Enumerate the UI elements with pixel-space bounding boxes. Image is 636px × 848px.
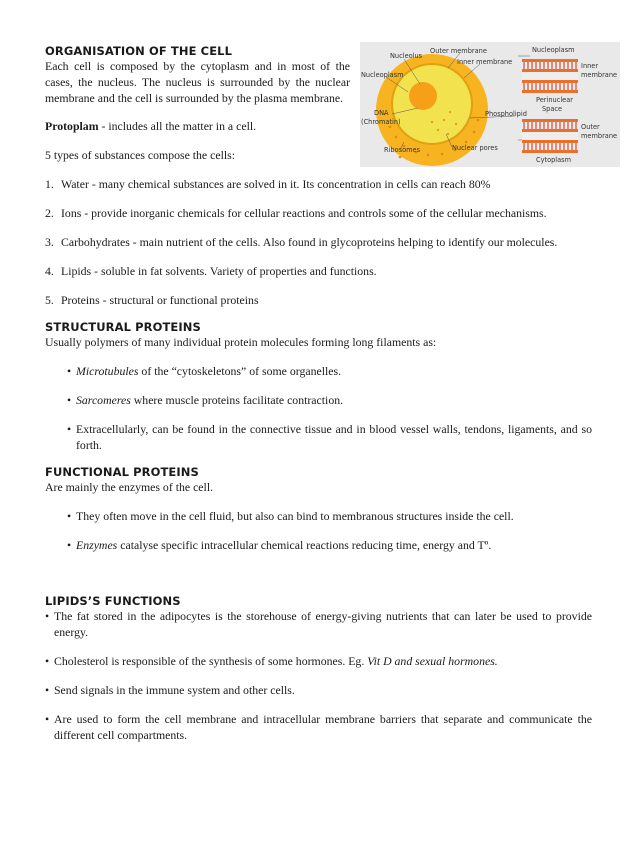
label-dna: DNA — [374, 109, 389, 117]
label-outer-right-1: Outer — [581, 123, 600, 131]
list-item: • Cholesterol is responsible of the synthesis of some hormones. Eg. Vit D and sexual hormones. — [45, 654, 498, 668]
label-nucleoplasm-left: Nucleoplasm — [361, 71, 404, 79]
section-title-lipids: LIPIDS’S FUNCTIONS — [45, 594, 181, 608]
label-outer-right-2: membrane — [581, 132, 618, 140]
label-perinuclear-2: Space — [542, 105, 563, 113]
functional-bullets — [45, 508, 592, 553]
label-outer-membrane: Outer membrane — [430, 47, 487, 55]
list-item: • Are used to form the cell membrane and intracellular membrane barriers that separate and communicate the different cell compartments. — [45, 712, 592, 742]
list-item: • Extracellularly, can be found in the connective tissue and in blood vessel walls, tendons, ligaments, and so forth. — [67, 422, 592, 452]
label-ribosomes: Ribosomes — [384, 146, 421, 154]
label-inner-membrane: Inner membrane — [457, 58, 513, 66]
cell-nucleus-diagram — [360, 42, 620, 167]
section-title-organisation: ORGANISATION OF THE CELL — [45, 44, 233, 58]
label-inner-right-2: membrane — [581, 71, 618, 79]
label-perinuclear-1: Perinuclear — [536, 96, 573, 104]
lipids-bullets — [45, 608, 592, 743]
label-cytoplasm: Cytoplasm — [536, 156, 572, 164]
list-item: 4. Lipids - soluble in fat solvents. Variety of properties and functions. — [45, 264, 377, 278]
functional-intro: Are mainly the enzymes of the cell. — [45, 480, 214, 494]
list-item: 5. Proteins - structural or functional proteins — [45, 293, 259, 307]
section-title-functional: FUNCTIONAL PROTEINS — [45, 465, 199, 479]
list-item: • Microtubules of the “cytoskeletons” of some organelles. — [67, 364, 342, 378]
label-inner-right-1: Inner — [581, 62, 599, 70]
structural-bullets — [45, 363, 592, 453]
types-intro: 5 types of substances compose the cells: — [45, 148, 236, 162]
list-item: 2. Ions - provide inorganic chemicals for cellular reactions and controls some of the cellular mechanisms. — [45, 206, 547, 220]
label-phospholipid: Phospholipid — [485, 110, 527, 118]
list-item: • The fat stored in the adipocytes is the storehouse of energy-giving nutrients that can later be used to provide energy. — [45, 609, 592, 639]
label-chromatin: (Chromatin) — [361, 118, 401, 126]
substances-list — [45, 176, 592, 308]
protoplasm-definition: - includes all the matter in a cell. — [98, 119, 257, 133]
list-item: • They often move in the cell fluid, but also can bind to membranous structures inside the cell. — [67, 509, 514, 523]
nuclear-membrane-detail-top — [522, 59, 578, 93]
cell-composition-paragraph: Each cell is composed by the cytoplasm and in most of the cases, the nucleus. The nucleus is surrounded by the nuclear membrane and the cell is surrounded by the plasma membrane. — [45, 59, 350, 105]
protoplasm-term: Protoplam — [45, 119, 99, 133]
list-item: 3. Carbohydrates - main nutrient of the cells. Also found in glycoproteins helping to identify our molecules. — [45, 235, 558, 249]
nucleolus-shape — [409, 82, 437, 110]
list-item: 1. Water - many chemical substances are solved in it. Its concentration in cells can reach 80% — [45, 177, 491, 191]
document-page — [45, 44, 618, 743]
list-item: • Sarcomeres where muscle proteins facilitate contraction. — [67, 393, 344, 407]
label-nuclear-pores: Nuclear pores — [452, 144, 498, 152]
list-item: • Send signals in the immune system and other cells. — [45, 683, 295, 697]
label-nucleolus: Nucleolus — [390, 52, 423, 60]
list-item: • Enzymes catalyse specific intracellular chemical reactions reducing time, energy and Tº. — [67, 538, 492, 552]
cell-diagram-svg — [360, 42, 620, 167]
structural-intro: Usually polymers of many individual protein molecules forming long filaments as: — [45, 335, 437, 349]
nuclear-membrane-detail-bottom — [522, 119, 578, 153]
section-title-structural: STRUCTURAL PROTEINS — [45, 320, 201, 334]
label-nucleoplasm-right: Nucleoplasm — [532, 46, 575, 54]
